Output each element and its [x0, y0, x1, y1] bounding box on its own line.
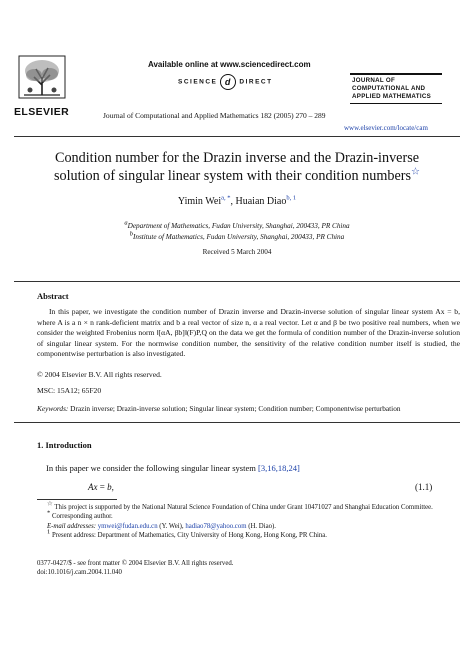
journal-url-link[interactable]: www.elsevier.com/locate/cam [344, 124, 428, 132]
msc-classification: MSC: 15A12; 65F20 [37, 386, 102, 395]
keywords-list: Drazin inverse; Drazin-inverse solution; Singular linear system; Condition number; Componentwise perturbation [68, 404, 401, 413]
paper-title-line1: Condition number for the Drazin inverse and the Drazin-inverse [54, 150, 420, 166]
title-footnote-mark[interactable]: ☆ [411, 166, 420, 178]
author-1: Yimin Wei [177, 196, 222, 207]
section-heading-introduction: 1. Introduction [37, 440, 92, 450]
introduction-sentence: In this paper we consider the following singular linear system [46, 463, 258, 473]
affiliation-a-mark: a [124, 219, 128, 227]
email-label: E-mail addresses: [47, 522, 97, 530]
sciencedirect-right-word: DIRECT [239, 78, 273, 86]
email-link-diao[interactable]: hadiao78@yahoo.com [185, 522, 247, 530]
abstract-paragraph: In this paper, we investigate the condition number of Drazin inverse and Drazin-inverse solution of singular linear system Ax = b, where A is a n × n rank-deficient matrix and b a real vector of size n, α a real vector. Let α and β be two positive real numbers, when we consider the weighted Frobenius norm ‖[αA, βb]‖(F)P,Q on the data we get the formula of condition number of the Drazin-inverse solution of singular linear system. For the normwise condition number, the sensitivity of the relative condition number itself is studied, the componentwise perturbation is also investigated. [37, 307, 460, 358]
footnote-corresponding [37, 512, 460, 521]
sciencedirect-logo [178, 74, 273, 90]
affiliation-a-text: Department of Mathematics, Fudan University, Shanghai, 200433, PR China [127, 222, 350, 230]
front-matter [37, 559, 233, 578]
available-online-text: Available online at www.sciencedirect.com [148, 60, 311, 69]
affiliation-b [14, 230, 460, 241]
abstract-heading: Abstract [37, 291, 69, 301]
journal-logo-rule-bottom [350, 103, 442, 104]
equation-1-1 [88, 482, 114, 492]
paper-title-line2-text: solution of singular linear system with their condition numbers [54, 168, 412, 184]
author-2-affiliation-mark[interactable]: b, 1 [286, 194, 297, 202]
received-date: Received 5 March 2004 [202, 248, 272, 256]
equation-rhs: b, [107, 482, 114, 492]
author-2: Huaian Diao [235, 196, 287, 207]
journal-logo-rule [350, 73, 442, 75]
email-name-wei: (Y. Wei), [157, 522, 186, 530]
sciencedirect-mark-icon: d [220, 74, 236, 90]
footnote-corresponding-text: Corresponding author. [51, 513, 113, 521]
introduction-text [46, 463, 300, 473]
abstract-divider-bottom [14, 422, 460, 423]
paper-title-line2 [14, 167, 460, 185]
author-separator: , [230, 196, 236, 207]
footnote-funding-text: This project is supported by the National Natural Science Foundation of China under Grant 10471027 and Shanghai Education Committee. [54, 504, 433, 511]
footnote-funding-mark: ☆ [47, 500, 53, 508]
journal-logo-line1: JOURNAL OF [352, 77, 396, 84]
journal-logo-line2: COMPUTATIONAL AND [352, 85, 426, 92]
doi-line: doi:10.1016/j.cam.2004.11.040 [37, 569, 122, 577]
abstract-copyright: © 2004 Elsevier B.V. All rights reserved. [37, 370, 162, 379]
abstract-divider-top [14, 281, 460, 282]
affiliation-b-mark: b [129, 230, 134, 238]
footnote-present-text: Present address: Department of Mathematics, City University of Hong Kong, Hong Kong, PR China. [51, 532, 328, 540]
footnote-corresponding-mark: * [47, 510, 51, 518]
publisher-name: ELSEVIER [14, 106, 70, 118]
affiliation-a [14, 219, 460, 230]
equation-number: (1.1) [415, 482, 433, 492]
footnote-present-address [37, 528, 460, 540]
footnote-funding [37, 500, 460, 512]
footnote-emails [37, 522, 460, 531]
equation-equals: = [97, 482, 108, 492]
sciencedirect-left-word: SCIENCE [178, 78, 218, 86]
journal-citation: Journal of Computational and Applied Mathematics 182 (2005) 270 – 289 [103, 111, 326, 120]
affiliation-b-text: Institute of Mathematics, Fudan University, Shanghai, 200433, PR China [133, 233, 345, 241]
header-divider [14, 136, 460, 137]
email-link-wei[interactable]: ymwei@fudan.edu.cn [97, 522, 158, 530]
keywords-label: Keywords: [37, 404, 69, 413]
equation-lhs: Ax [88, 482, 98, 492]
citation-refs[interactable]: [3,16,18,24] [257, 463, 300, 473]
email-name-diao: (H. Diao). [246, 522, 276, 530]
keywords [37, 404, 401, 413]
paper-title [14, 149, 460, 185]
authors [14, 196, 460, 207]
elsevier-tree-logo [18, 55, 66, 99]
footnote-divider [37, 499, 117, 500]
footnote-present-mark: 1 [47, 528, 51, 536]
abstract-body [37, 307, 460, 360]
author-1-affiliation-mark[interactable]: a, * [221, 194, 231, 202]
journal-logo [352, 77, 431, 101]
journal-logo-line3: APPLIED MATHEMATICS [352, 93, 432, 100]
issn-line: 0377-0427/$ - see front matter © 2004 Elsevier B.V. All rights reserved. [37, 560, 234, 567]
footnotes [37, 500, 460, 541]
